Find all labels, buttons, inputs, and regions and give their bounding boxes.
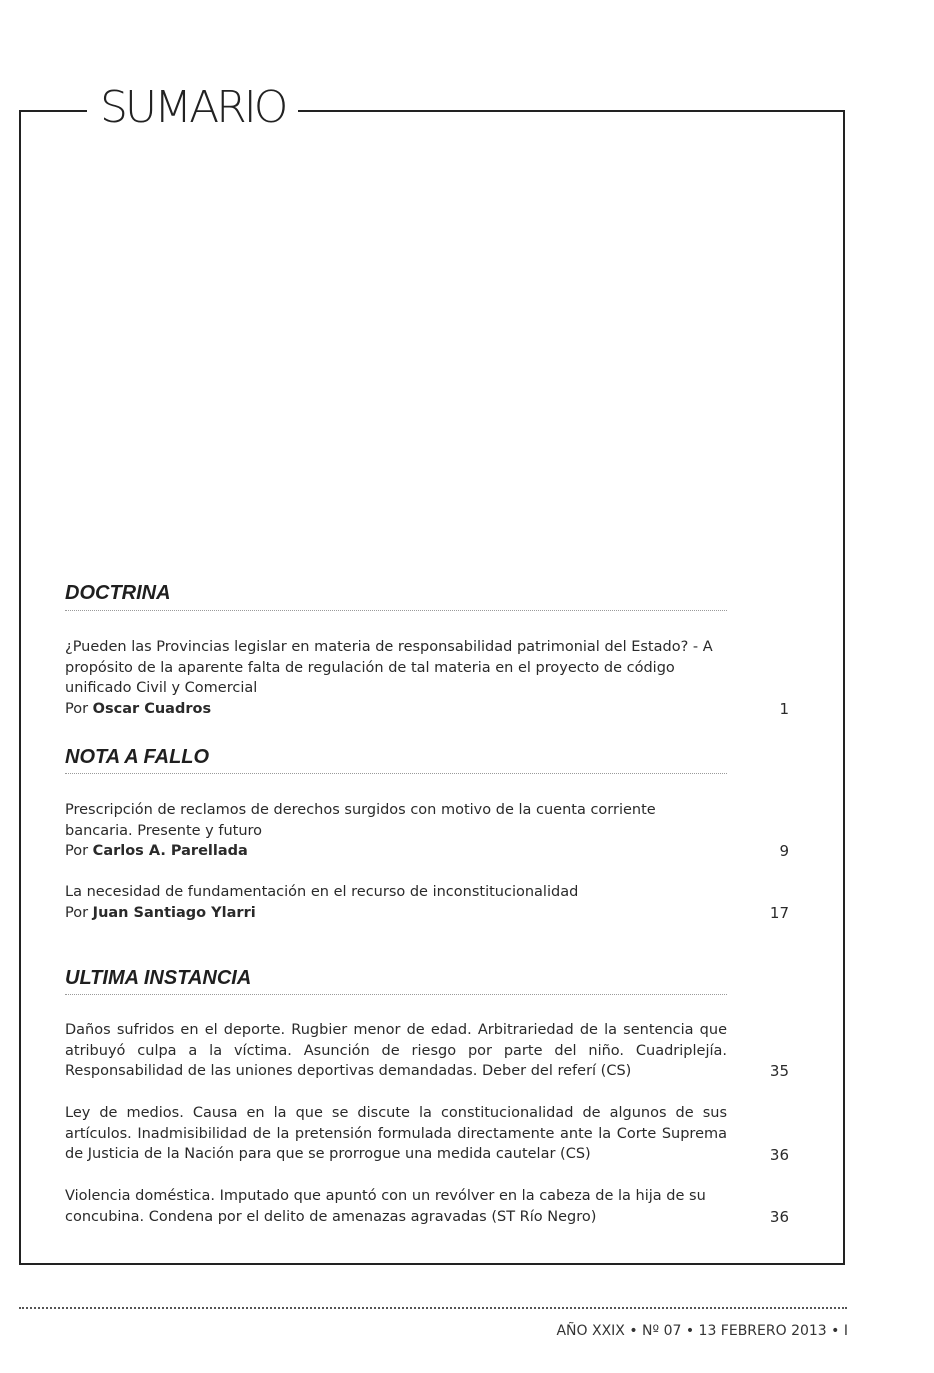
entry-title: Prescripción de reclamos de derechos surgidos con motivo de la cuenta corriente bancaria. Presente y futuro <box>65 802 656 839</box>
page-number: 36 <box>769 1146 789 1164</box>
footer-divider <box>19 1307 847 1309</box>
page-number: 17 <box>769 904 789 922</box>
section-heading-nota-a-fallo: NOTA A FALLO <box>65 746 210 768</box>
entry-text-block <box>65 1103 727 1165</box>
page-number: 35 <box>769 1062 789 1080</box>
section-heading-doctrina: DOCTRINA <box>65 582 171 604</box>
section-heading-ultima-instancia: ULTIMA INSTANCIA <box>65 967 252 989</box>
author-prefix: Por <box>65 843 93 859</box>
issue-footer: AÑO XXIX • Nº 07 • 13 FEBRERO 2013 • I <box>556 1323 848 1339</box>
author-name: Oscar Cuadros <box>92 700 212 717</box>
section-divider <box>65 994 727 995</box>
entry-title: La necesidad de fundamentación en el recurso de inconstitucionalidad <box>65 884 579 900</box>
author-name: Carlos A. Parellada <box>92 843 248 859</box>
author-name: Juan Santiago Ylarri <box>92 904 256 921</box>
entry-text-block <box>65 1020 727 1082</box>
entry-text-block <box>65 637 727 719</box>
entry-text-block <box>65 882 727 923</box>
page-number: 36 <box>769 1208 789 1226</box>
entry-title: Violencia doméstica. Imputado que apuntó con un revólver en la cabeza de la hija de su concubina. Condena por el delito de amenazas agravadas (ST Río Negro) <box>65 1188 706 1225</box>
section-divider <box>65 610 727 611</box>
author-prefix: Por <box>65 904 93 921</box>
entry-title: ¿Pueden las Provincias legislar en materia de responsabilidad patrimonial del Estado? - A propósito de la aparente falta de regulación de tal materia en el proyecto de código unificado Civil y Comercial <box>65 639 713 696</box>
page-title: SUMARIO <box>100 82 286 133</box>
entry-text-block <box>65 800 727 862</box>
entry-title: Ley de medios. Causa en la que se discute la constitucionalidad de algunos de sus artículos. Inadmisibilidad de la pretensión formulada directamente ante la Corte Suprema de Justicia de la Nación para que se prorrogue una medida cautelar (CS) <box>65 1105 727 1162</box>
page-number: 9 <box>779 842 789 860</box>
frame-top-rule-left <box>19 110 87 112</box>
author-prefix: Por <box>65 700 93 717</box>
entry-title: Daños sufridos en el deporte. Rugbier menor de edad. Arbitrariedad de la sentencia que atribuyó culpa a la víctima. Asunción de riesgo por parte del niño. Cuadriplejía. Responsabilidad de las uniones deportivas demandadas. Deber del referí (CS) <box>65 1022 727 1079</box>
frame-top-rule-right <box>298 110 845 112</box>
entry-text-block <box>65 1186 727 1227</box>
page-number: 1 <box>779 700 789 718</box>
section-divider <box>65 773 727 774</box>
